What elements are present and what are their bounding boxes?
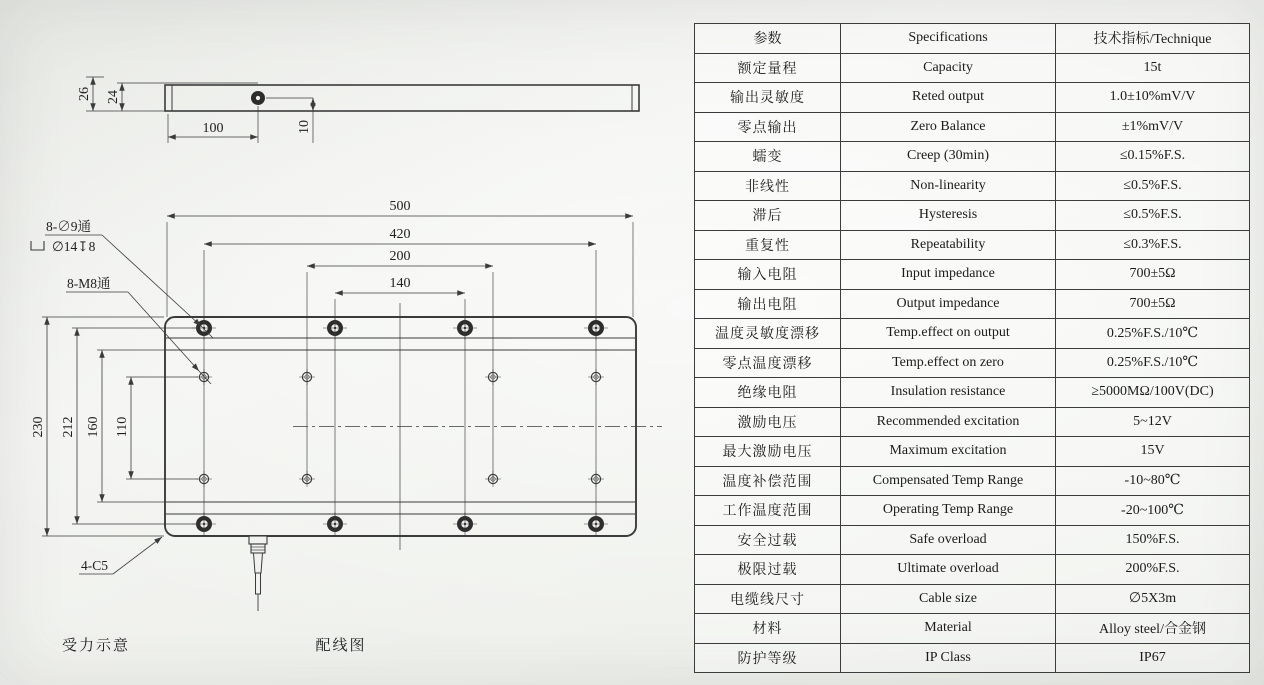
spec-value: -10~80℃ — [1056, 466, 1250, 496]
spec-param-cn: 绝缘电阻 — [695, 378, 841, 408]
spec-row — [695, 348, 1250, 378]
spec-param-cn: 温度灵敏度漂移 — [695, 319, 841, 349]
spec-table — [694, 23, 1250, 673]
counterbore-detail-label: ∅14↧8 — [52, 239, 96, 254]
spec-name-en: Material — [841, 614, 1056, 644]
counterbore-symbol-icon — [31, 241, 44, 250]
spec-row — [695, 466, 1250, 496]
spec-param-cn: 输入电阻 — [695, 260, 841, 290]
spec-param-cn: 重复性 — [695, 230, 841, 260]
m8-hole-icon — [588, 471, 604, 487]
counterbore-callout-label: 8-∅9通 — [46, 219, 91, 234]
spec-name-en: Temp.effect on zero — [841, 348, 1056, 378]
spec-name-en: IP Class — [841, 643, 1056, 673]
spec-param-cn: 材料 — [695, 614, 841, 644]
spec-name-en: Capacity — [841, 53, 1056, 83]
spec-param-cn: 输出灵敏度 — [695, 83, 841, 113]
cable-hole-icon — [251, 91, 265, 105]
spec-param-cn: 安全过载 — [695, 525, 841, 555]
cable-connector — [249, 536, 267, 611]
spec-header-param: 参数 — [695, 24, 841, 54]
spec-param-cn: 防护等级 — [695, 643, 841, 673]
dim-500-label: 500 — [389, 199, 411, 214]
spec-name-en: Compensated Temp Range — [841, 466, 1056, 496]
spec-row — [695, 643, 1250, 673]
spec-row — [695, 437, 1250, 467]
spec-param-cn: 激励电压 — [695, 407, 841, 437]
thread-callout-label: 8-M8通 — [67, 276, 111, 291]
spec-header-spec: Specifications — [841, 24, 1056, 54]
spec-value: ≤0.5%F.S. — [1056, 171, 1250, 201]
m8-hole-icon — [485, 369, 501, 385]
spec-param-cn: 工作温度范围 — [695, 496, 841, 526]
spec-row — [695, 230, 1250, 260]
spec-row — [695, 201, 1250, 231]
spec-param-cn: 极限过载 — [695, 555, 841, 585]
spec-value: ≥5000MΩ/100V(DC) — [1056, 378, 1250, 408]
dim-10-label: 10 — [297, 120, 313, 134]
spec-row — [695, 584, 1250, 614]
spec-name-en: Non-linearity — [841, 171, 1056, 201]
dim-26-label: 26 — [77, 87, 93, 101]
spec-value: 200%F.S. — [1056, 555, 1250, 585]
spec-row — [695, 407, 1250, 437]
spec-param-cn: 温度补偿范围 — [695, 466, 841, 496]
spec-param-cn: 蠕变 — [695, 142, 841, 172]
spec-row — [695, 614, 1250, 644]
spec-row — [695, 496, 1250, 526]
spec-value: 5~12V — [1056, 407, 1250, 437]
spec-name-en: Creep (30min) — [841, 142, 1056, 172]
spec-value: ≤0.3%F.S. — [1056, 230, 1250, 260]
spec-row — [695, 525, 1250, 555]
spec-name-en: Temp.effect on output — [841, 319, 1056, 349]
counterbore-hole-icon — [453, 512, 477, 536]
hole-callouts — [31, 219, 213, 574]
spec-value: ≤0.15%F.S. — [1056, 142, 1250, 172]
spec-name-en: Reted output — [841, 83, 1056, 113]
spec-value: 0.25%F.S./10℃ — [1056, 319, 1250, 349]
spec-row — [695, 53, 1250, 83]
plan-view — [165, 250, 662, 550]
force-diagram-caption: 受力示意 — [61, 638, 131, 654]
side-view-body — [165, 85, 639, 111]
spec-param-cn: 额定量程 — [695, 53, 841, 83]
counterbore-hole-icon — [453, 316, 477, 340]
spec-table-body — [695, 53, 1250, 673]
spec-name-en: Hysteresis — [841, 201, 1056, 231]
spec-name-en: Insulation resistance — [841, 378, 1056, 408]
spec-value: -20~100℃ — [1056, 496, 1250, 526]
wiring-diagram-caption: 配线图 — [315, 638, 367, 654]
side-view — [77, 77, 639, 143]
spec-name-en: Repeatability — [841, 230, 1056, 260]
spec-param-cn: 滞后 — [695, 201, 841, 231]
spec-name-en: Zero Balance — [841, 112, 1056, 142]
spec-row — [695, 555, 1250, 585]
spec-row — [695, 171, 1250, 201]
dim-24-label: 24 — [106, 90, 122, 104]
spec-param-cn: 零点温度漂移 — [695, 348, 841, 378]
spec-param-cn: 最大激励电压 — [695, 437, 841, 467]
spec-row — [695, 260, 1250, 290]
m8-hole-icon — [196, 471, 212, 487]
m8-hole-icon — [588, 369, 604, 385]
dim-100-label: 100 — [202, 121, 224, 136]
m8-hole-icon — [485, 471, 501, 487]
spec-value: ≤0.5%F.S. — [1056, 201, 1250, 231]
dim-140-label: 140 — [389, 276, 411, 291]
spec-name-en: Safe overload — [841, 525, 1056, 555]
spec-name-en: Output impedance — [841, 289, 1056, 319]
counterbore-hole-icon — [323, 512, 347, 536]
plan-horizontal-dimensions — [167, 199, 633, 317]
spec-value: 1.0±10%mV/V — [1056, 83, 1250, 113]
spec-param-cn: 非线性 — [695, 171, 841, 201]
counterbore-hole-icon — [323, 316, 347, 340]
spec-value: Alloy steel/合金钢 — [1056, 614, 1250, 644]
dim-200-label: 200 — [389, 249, 411, 264]
spec-value: ±1%mV/V — [1056, 112, 1250, 142]
spec-row — [695, 319, 1250, 349]
spec-param-cn: 零点输出 — [695, 112, 841, 142]
spec-header-row — [695, 24, 1250, 54]
spec-value: 15V — [1056, 437, 1250, 467]
spec-row — [695, 289, 1250, 319]
spec-row — [695, 378, 1250, 408]
spec-header-value: 技术指标/Technique — [1056, 24, 1250, 54]
spec-param-cn: 电缆线尺寸 — [695, 584, 841, 614]
spec-row — [695, 112, 1250, 142]
spec-row — [695, 83, 1250, 113]
dim-230-label: 230 — [31, 416, 47, 438]
spec-name-en: Cable size — [841, 584, 1056, 614]
spec-value: 15t — [1056, 53, 1250, 83]
spec-value: IP67 — [1056, 643, 1250, 673]
spec-value: ∅5X3m — [1056, 584, 1250, 614]
dim-110-label: 110 — [115, 416, 131, 438]
spec-row — [695, 142, 1250, 172]
spec-name-en: Maximum excitation — [841, 437, 1056, 467]
spec-name-en: Operating Temp Range — [841, 496, 1056, 526]
spec-name-en: Input impedance — [841, 260, 1056, 290]
counterbore-hole-icon — [584, 316, 608, 340]
dim-212-label: 212 — [61, 416, 77, 438]
dim-160-label: 160 — [86, 416, 102, 438]
spec-name-en: Recommended excitation — [841, 407, 1056, 437]
spec-value: 700±5Ω — [1056, 289, 1250, 319]
m8-hole-icon — [299, 369, 315, 385]
spec-value: 0.25%F.S./10℃ — [1056, 348, 1250, 378]
spec-value: 700±5Ω — [1056, 260, 1250, 290]
spec-param-cn: 输出电阻 — [695, 289, 841, 319]
dim-420-label: 420 — [389, 227, 411, 242]
spec-name-en: Ultimate overload — [841, 555, 1056, 585]
chamfer-callout-label: 4-C5 — [81, 558, 108, 573]
spec-value: 150%F.S. — [1056, 525, 1250, 555]
m8-hole-icon — [299, 471, 315, 487]
counterbore-hole-icon — [584, 512, 608, 536]
